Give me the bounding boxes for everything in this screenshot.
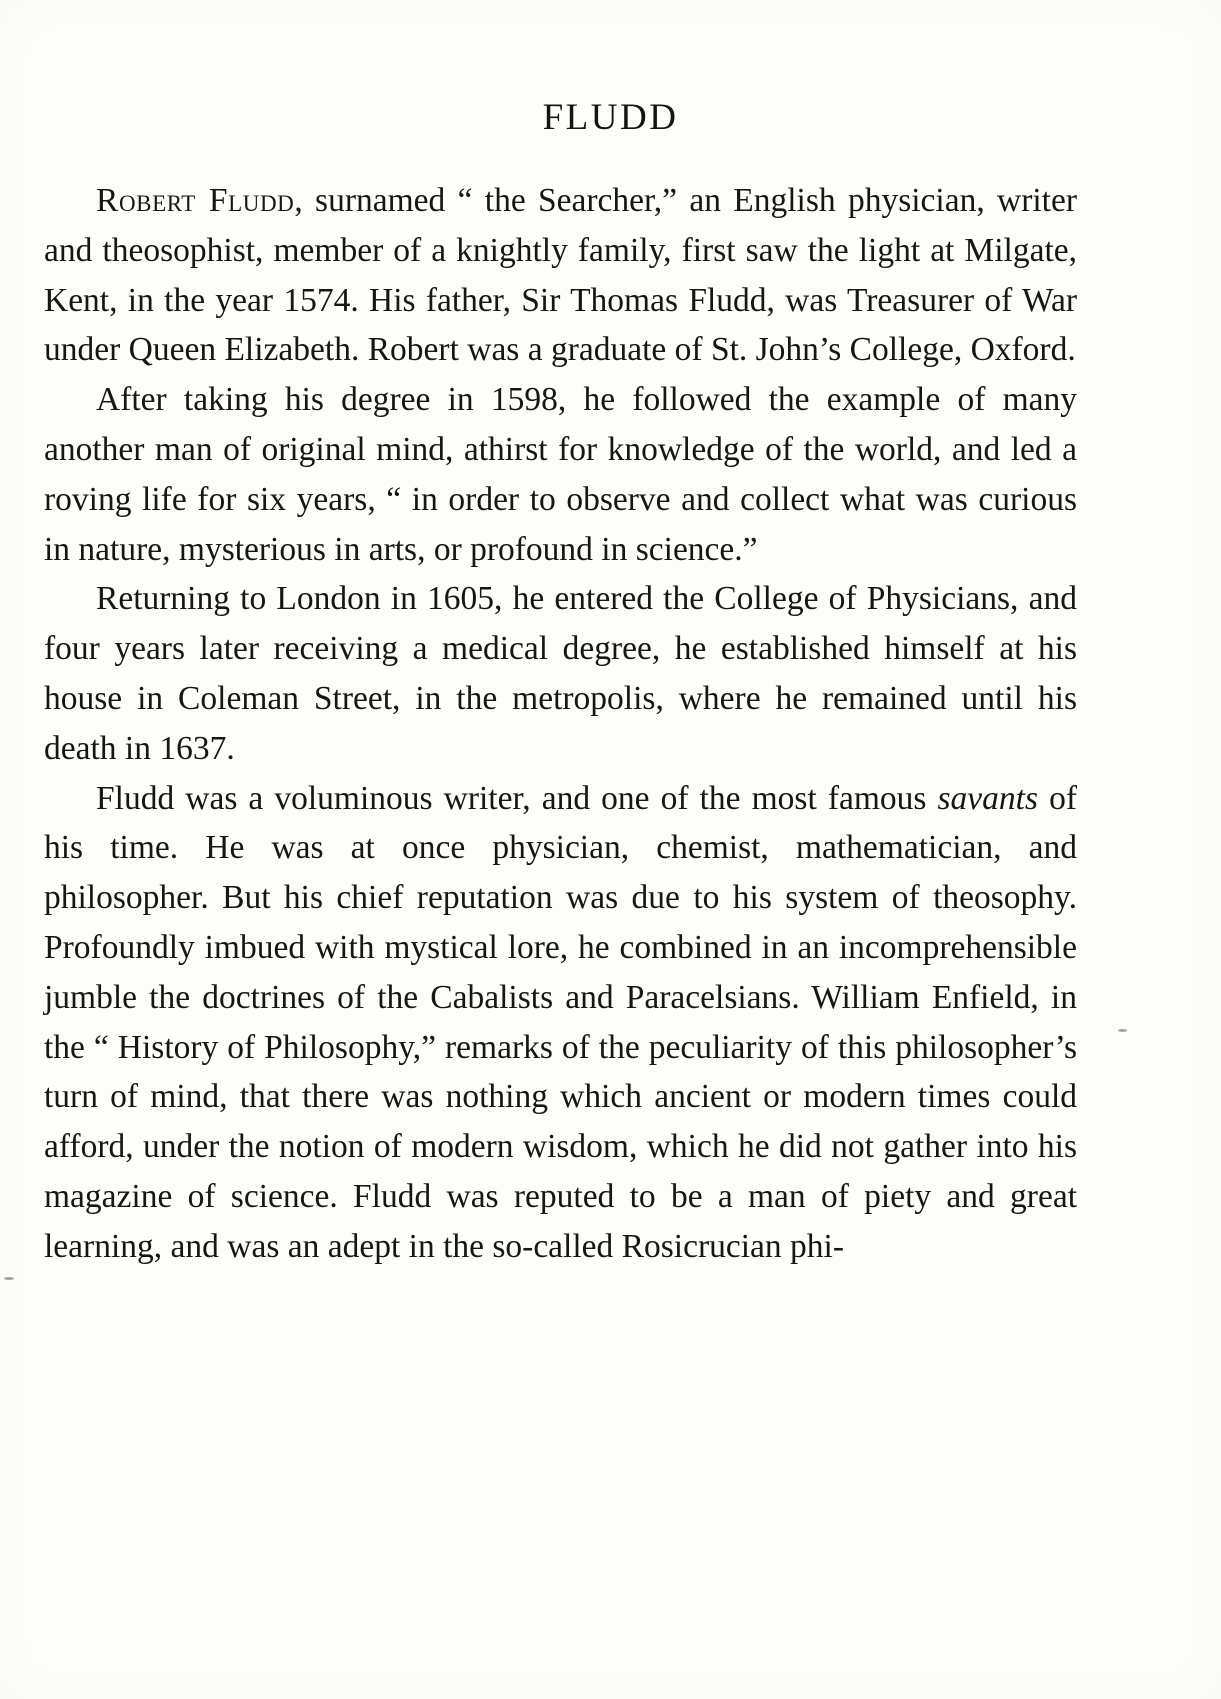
paragraph-1 [44, 176, 1077, 375]
paragraph-4-part-1: Fludd was a voluminous writer, and one of the most famous [96, 779, 938, 817]
lead-smallcaps-name: Robert Fludd [96, 182, 295, 219]
scan-speck-right-margin [1118, 1029, 1127, 1032]
paragraph-4 [44, 774, 1077, 1272]
scan-speck-left-margin [4, 1277, 14, 1280]
paragraph-4-part-2: of his time. He was at once physician, chemist, mathematician, and philosopher. But his chief reputation was due to his system of theosophy. Profoundly imbued with mystical lore, he combined in an incomprehensible jumble the doctrines of the Cabalists and Paracelsians. William Enfield, in the “ History of Philosophy,” remarks of the peculiarity of this philosopher’s turn of mind, that there was nothing which ancient or modern times could afford, under the notion of modern wisdom, which he did not gather into his magazine of science. Fludd was reputed to be a man of piety and great learning, and was an adept in the so-called Rosicrucian phi- [44, 779, 1077, 1265]
paragraph-2: After taking his degree in 1598, he followed the example of many another man of original mind, athirst for knowledge of the world, and led a roving life for six years, “ in order to observe and collect what was curious in nature, mysterious in arts, or profound in science.” [44, 381, 1077, 568]
paragraph-1-text: , surnamed “ the Searcher,” an English physician, writer and theosophist, member of a knightly family, first saw the light at Milgate, Kent, in the year 1574. His father, Sir Thomas Fludd, was Treasurer of War under Queen Elizabeth. Robert was a graduate of St. John’s College, Oxford. [44, 182, 1077, 369]
body-text-column [44, 176, 1077, 1272]
italic-term-savants: savants [937, 779, 1039, 817]
page-title: FLUDD [542, 97, 679, 138]
paragraph-3: Returning to London in 1605, he entered the College of Physicians, and four years later receiving a medical degree, he established himself at his house in Coleman Street, in the metropolis, where he remained until his death in 1637. [44, 580, 1077, 767]
